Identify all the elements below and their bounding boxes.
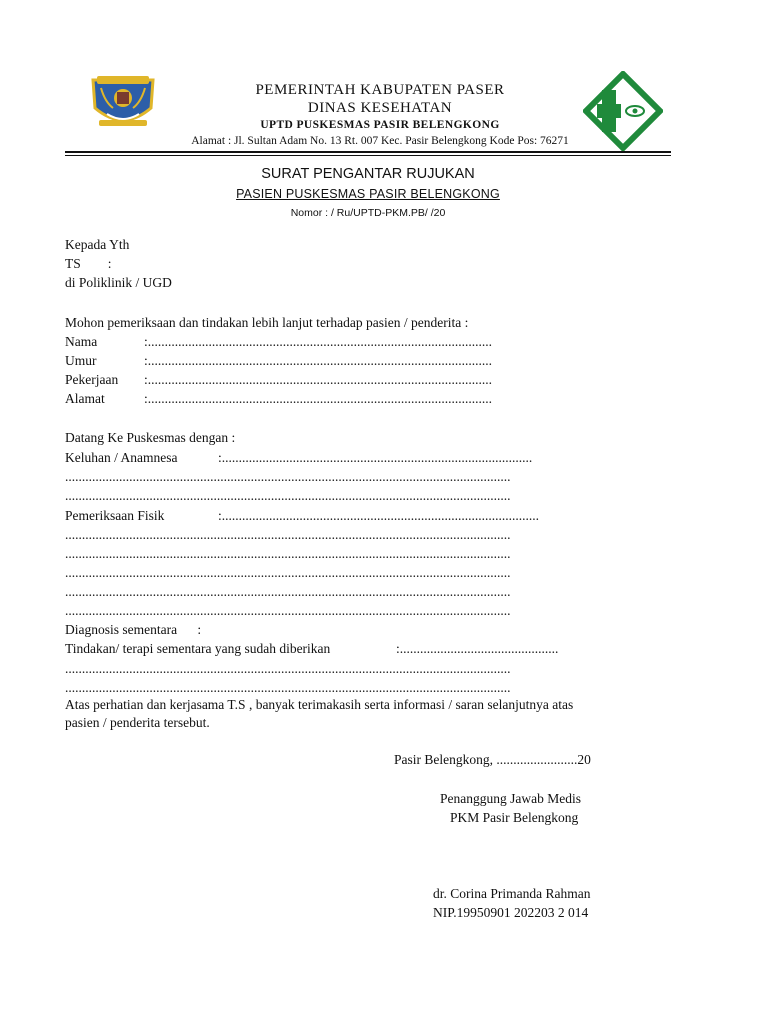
letterhead-rule-thin [65,155,671,156]
pemeriksaan-line-3: .................................................................................................................................... [65,565,511,580]
diagnosis-label: Diagnosis sementara : [65,622,202,637]
tindakan-line-2: .................................................................................................................................... [65,680,511,695]
field-fill-umur: :...................................................................................................... [144,353,493,368]
field-fill-pekerjaan: :...................................................................................................... [144,372,493,387]
datang-heading: Datang Ke Puskesmas dengan : [65,430,236,445]
place-date: Pasir Belengkong, ........................20 [394,752,591,767]
tindakan-label: Tindakan/ terapi sementara yang sudah diberikan [65,641,331,656]
tindakan-line-1: .................................................................................................................................... [65,661,511,676]
field-fill-alamat: :...................................................................................................... [144,391,493,406]
field-label-pekerjaan: Pekerjaan [65,372,119,387]
signer-role: Penanggung Jawab Medis [440,791,581,806]
letterhead-government: PEMERINTAH KABUPATEN PASER [255,82,505,98]
recipient-ts: TS : [65,256,112,271]
recipient-unit: di Poliklinik / UGD [65,275,172,290]
pemeriksaan-line-4: .................................................................................................................................... [65,584,511,599]
pemeriksaan-label: Pemeriksaan Fisik [65,508,165,523]
intro-text: Mohon pemeriksaan dan tindakan lebih lanjut terhadap pasien / penderita : [65,315,469,330]
letterhead-address: Alamat : Jl. Sultan Adam No. 13 Rt. 007 Kec. Pasir Belengkong Kode Pos: 76271 [191,135,569,147]
keluhan-line-2: .................................................................................................................................... [65,488,511,503]
pemeriksaan-line-5: .................................................................................................................................... [65,603,511,618]
field-label-umur: Umur [65,353,97,368]
signer-name: dr. Corina Primanda Rahman [433,886,591,901]
field-fill-nama: :...................................................................................................... [144,334,493,349]
letterhead-unit: UPTD PUSKESMAS PASIR BELENGKONG [260,119,500,131]
tindakan-fill: :............................................... [396,641,559,656]
document-number: Nomor : / Ru/UPTD-PKM.PB/ /20 [290,207,446,219]
letterhead-rule-thick [65,151,671,153]
signer-unit: PKM Pasir Belengkong [450,810,579,825]
letterhead-department: DINAS KESEHATAN [307,100,453,116]
field-label-nama: Nama [65,334,98,349]
document-title: SURAT PENGANTAR RUJUKAN [261,166,475,182]
pemeriksaan-line-1: .................................................................................................................................... [65,527,511,542]
keluhan-fill: :............................................................................................ [218,450,533,465]
closing-text-line-2: pasien / penderita tersebut. [65,715,210,730]
closing-text-line-1: Atas perhatian dan kerjasama T.S , banyak terimakasih serta informasi / saran selanjutnya atas [65,697,574,712]
field-label-alamat: Alamat [65,391,105,406]
pemeriksaan-line-2: .................................................................................................................................... [65,546,511,561]
keluhan-label: Keluhan / Anamnesa [65,450,178,465]
keluhan-line-1: .................................................................................................................................... [65,469,511,484]
recipient-line: Kepada Yth [65,237,130,252]
signer-nip: NIP.19950901 202203 2 014 [433,905,589,920]
document-subtitle: PASIEN PUSKESMAS PASIR BELENGKONG [236,187,500,201]
pemeriksaan-fill: :.............................................................................................. [218,508,540,523]
